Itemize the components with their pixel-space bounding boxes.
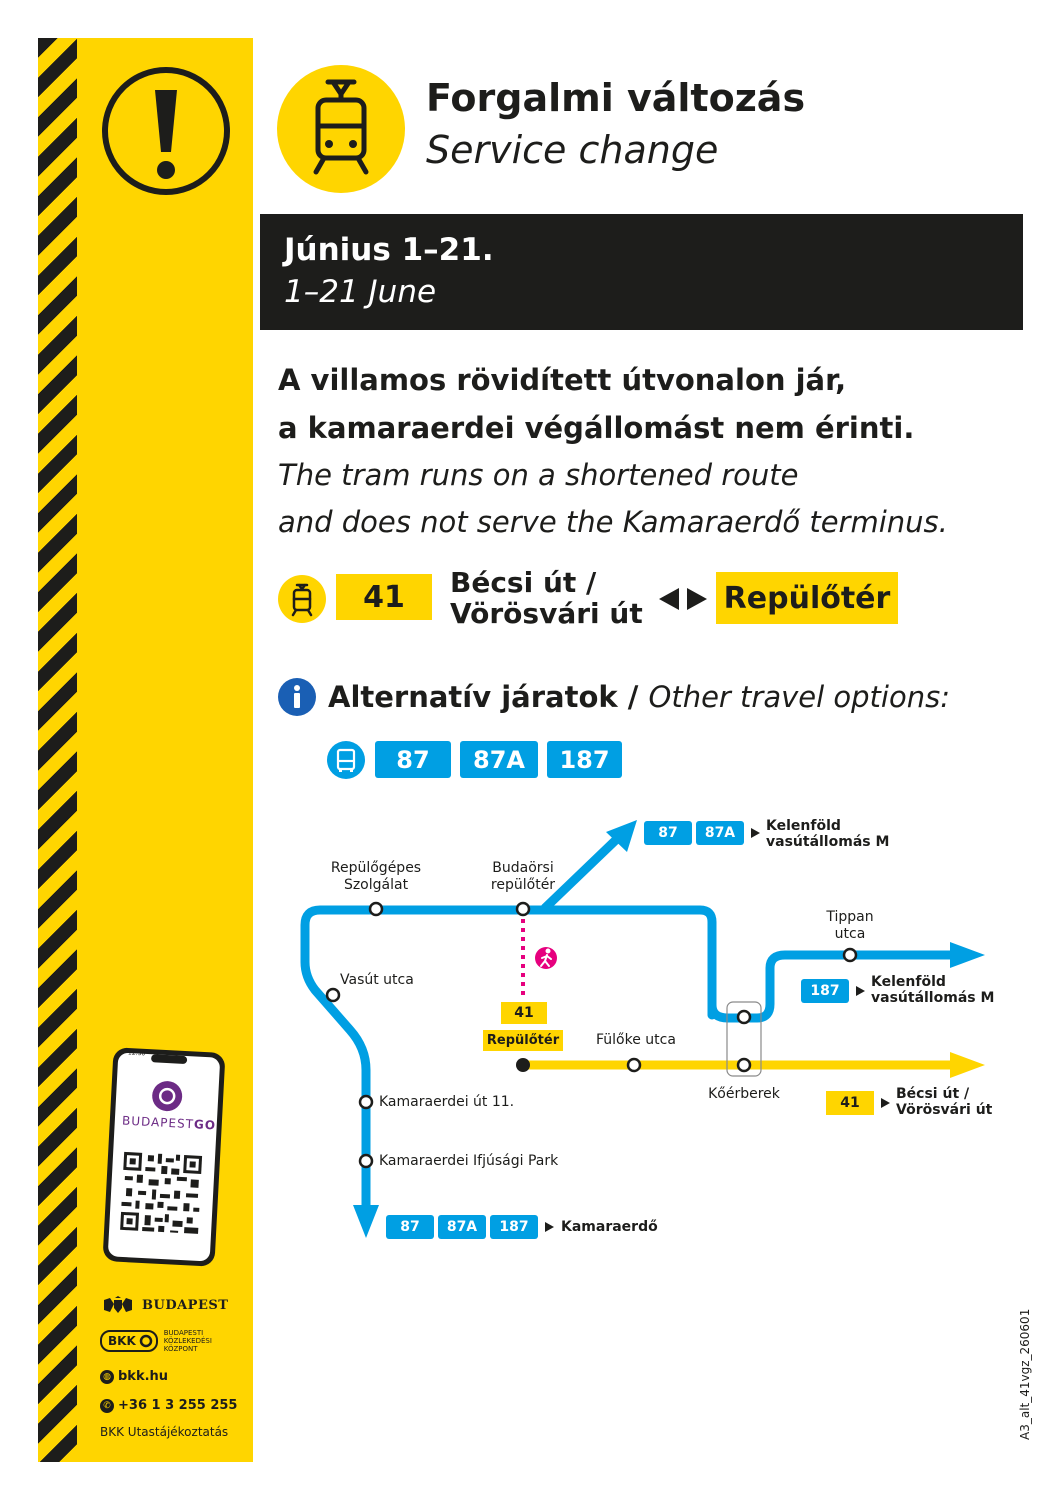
- phone-link[interactable]: [100, 1398, 237, 1413]
- label-vasut: Vasút utca: [340, 972, 414, 988]
- route-from-2: Vörösvári út: [450, 597, 643, 630]
- arrow-down-head: [353, 1205, 379, 1238]
- label-budaorsi: Budaörsi repülőtér: [490, 860, 556, 893]
- bkk-name: BUDAPESTI KÖZLEKEDÉSI KÖZPONT: [163, 1329, 212, 1353]
- bidirectional-arrow-icon: [659, 588, 707, 610]
- alternatives-title-en: Other travel options:: [648, 680, 950, 714]
- dest-top-line1: Kelenföld: [766, 818, 841, 834]
- triangle-right-icon: [881, 1098, 891, 1108]
- date-hu: Június 1–21.: [284, 232, 494, 268]
- dest-top-87: 87: [644, 821, 692, 845]
- dest-bottom-text: Kamaraerdő: [561, 1219, 658, 1235]
- tram-41-badge: 41: [501, 1002, 547, 1024]
- bus-badge-187: 187: [547, 741, 622, 778]
- route-to: Repülőtér: [716, 572, 898, 624]
- dest-tram-text: [896, 1086, 992, 1118]
- stop-budaorsi: [517, 903, 529, 915]
- stop-repulogepes: [370, 903, 382, 915]
- route-from: [450, 567, 643, 629]
- tram-icon: [276, 64, 406, 194]
- stop-koerberek-tram: [738, 1059, 750, 1071]
- message-hu-2: a kamaraerdei végállomást nem érinti.: [278, 411, 915, 445]
- page-title: Forgalmi változás: [426, 76, 806, 120]
- stop-fuloke: [628, 1059, 640, 1071]
- dest-top-text: [766, 818, 889, 850]
- phone-time: 12:30: [127, 1049, 146, 1058]
- dest-bottom-87: 87: [386, 1215, 434, 1239]
- budapest-wordmark: BUDAPEST: [142, 1297, 229, 1313]
- qr-code: [118, 1150, 204, 1236]
- alternatives-title-hu: Alternatív járatok: [328, 680, 618, 714]
- web-link[interactable]: [100, 1369, 168, 1384]
- alternatives-title: [328, 680, 950, 714]
- dest-tram-41: 41: [826, 1091, 874, 1115]
- dest-top-87a: 87A: [696, 821, 744, 845]
- coat-of-arms-icon: [100, 1296, 136, 1314]
- stop-kamaraerdei-11: [360, 1096, 372, 1108]
- dest-right-line2: vasútállomás M: [871, 990, 995, 1006]
- stop-tippan: [844, 949, 856, 961]
- dest-tram-line2: Vörösvári út: [896, 1102, 993, 1118]
- app-name-b: GO: [193, 1117, 217, 1133]
- stop-koerberek-bus: [738, 1011, 750, 1023]
- dest-top-line2: vasútállomás M: [766, 834, 890, 850]
- globe-icon: ◍: [100, 1370, 114, 1384]
- bus-badge-87: 87: [375, 741, 451, 778]
- bus-badge-87a: 87A: [460, 741, 538, 778]
- triangle-right-icon: [545, 1222, 555, 1232]
- triangle-right-icon: [751, 828, 761, 838]
- dest-right-line1: Kelenföld: [871, 974, 946, 990]
- date-en: 1–21 June: [284, 274, 437, 310]
- bus-icon: [327, 741, 365, 779]
- hazard-stripes: [38, 38, 77, 1462]
- app-name-a: BUDAPEST: [121, 1113, 195, 1132]
- route-from-1: Bécsi út /: [450, 566, 597, 599]
- label-koerberek: Kőérberek: [708, 1086, 780, 1102]
- koerberek-transfer-box: [727, 1002, 761, 1076]
- walk-icon: [535, 947, 557, 969]
- arrow-right-head: [950, 942, 985, 968]
- dest-tram-line1: Bécsi út /: [896, 1086, 970, 1102]
- stop-ifjusagi: [360, 1155, 372, 1167]
- alternatives-separator: /: [617, 680, 649, 714]
- label-fuloke: Fülőke utca: [596, 1032, 676, 1048]
- label-tippan: Tippan utca: [826, 909, 874, 942]
- dest-bottom-87a: 87A: [438, 1215, 486, 1239]
- phone-illustration: [98, 1044, 230, 1270]
- dest-right-187: 187: [801, 979, 849, 1003]
- dest-right-text: [871, 974, 994, 1006]
- web-text: bkk.hu: [118, 1369, 169, 1384]
- label-ifjusagi: Kamaraerdei Ifjúsági Park: [379, 1153, 559, 1169]
- info-icon: [278, 678, 316, 716]
- tram-small-icon: [278, 575, 326, 623]
- triangle-right-icon: [856, 986, 866, 996]
- repuloter-badge: Repülőtér: [483, 1030, 563, 1051]
- message-hu-1: A villamos rövidített útvonalon jár,: [278, 363, 847, 397]
- phone-icon: ✆: [100, 1399, 114, 1413]
- message-en-2: and does not serve the Kamaraerdő terminus.: [278, 505, 948, 539]
- phone-text: +36 1 3 255 255: [118, 1398, 238, 1413]
- stop-vasut: [327, 989, 339, 1001]
- date-banner: [260, 214, 1023, 330]
- route-badge: 41: [336, 574, 432, 620]
- info-text: BKK Utastájékoztatás: [100, 1425, 229, 1439]
- bkk-circle-icon: [139, 1334, 153, 1348]
- bkk-wordmark: BKK: [108, 1334, 136, 1348]
- label-kamaraerdei-11: Kamaraerdei út 11.: [379, 1094, 515, 1110]
- label-repulogepes: Repülőgépes Szolgálat: [330, 860, 422, 893]
- bkk-logo: [100, 1329, 212, 1353]
- message-en-1: The tram runs on a shortened route: [278, 458, 799, 492]
- tram-arrow-head: [950, 1052, 985, 1078]
- page-subtitle: Service change: [426, 128, 719, 172]
- stop-repuloter-terminus: [516, 1058, 530, 1072]
- document-id: A3_alt_41vgz_260601: [1018, 1308, 1032, 1440]
- warning-icon: [99, 64, 233, 198]
- budapest-logo: [100, 1296, 228, 1314]
- dest-bottom-187: 187: [490, 1215, 538, 1239]
- arrow-up-head: [606, 820, 637, 852]
